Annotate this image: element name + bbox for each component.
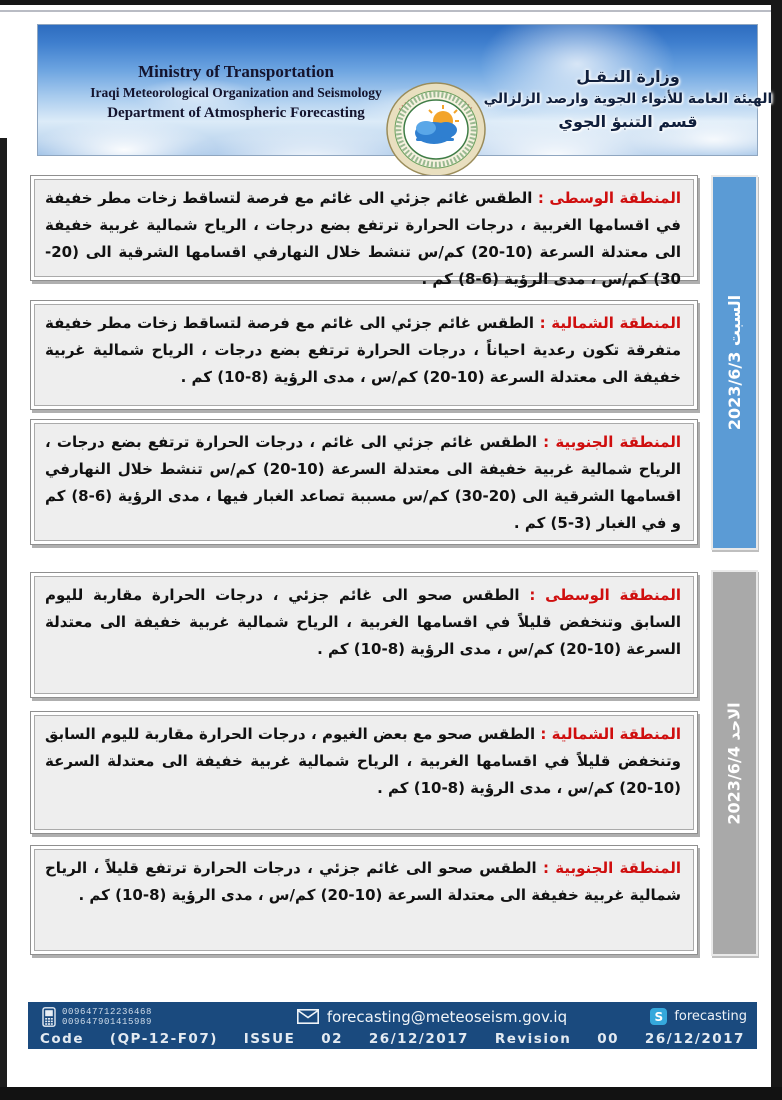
header-arabic-block (470, 65, 782, 133)
phone-number-1: 009647712236468 (62, 1006, 153, 1017)
forecast-text (45, 185, 681, 293)
day-label-saturday: السبت 2023/6/3 (725, 294, 745, 431)
scan-edge-top (0, 0, 782, 5)
revision-word: Revision (494, 1030, 572, 1047)
forecast-body: الطقس غائم جزئي الى غائم مع فرصة لتساقط زخات مطر خفيفة في اقسامها الغربية ، درجات الحرارة ترتفع بضع درجات ، الرياح شمالية غربية خفيفة الى معتدلة السرعة (10-20) كم/س تنشط خلال النهارفي اقسامها الشرقية الى (20-30) كم/س ، مدى الرؤية (6-8) كم . (45, 189, 681, 288)
department-title-ar: قسم التنبؤ الجوي (558, 112, 698, 131)
forecast-box-sun-southern (30, 845, 698, 955)
issue-word: ISSUE (243, 1030, 296, 1047)
region-title: المنطقة الشمالية : (539, 314, 681, 332)
skype-handle: forecasting (674, 1009, 747, 1024)
ministry-title-ar: وزارة النـقـل (576, 67, 680, 86)
issue-number: 02 (321, 1030, 344, 1047)
region-title: المنطقة الوسطى : (529, 586, 681, 604)
region-title: المنطقة الشمالية : (540, 725, 681, 743)
forecast-text (45, 582, 681, 663)
forecast-text (45, 310, 681, 391)
region-title: المنطقة الجنوبية : (543, 433, 681, 451)
code-id: (QP-12-F07) (109, 1030, 218, 1047)
skype-icon: S (650, 1008, 667, 1025)
day-bar-saturday (711, 175, 758, 550)
day-bar-sunday (711, 570, 758, 956)
forecast-text (45, 721, 681, 802)
forecast-box-sun-northern (30, 711, 698, 834)
department-title-en: Department of Atmospheric Forecasting (107, 105, 365, 121)
code-word: Code (40, 1030, 85, 1047)
footer-contacts-row (28, 1002, 757, 1029)
page-top-rule (0, 10, 771, 12)
forecast-box-sun-central (30, 572, 698, 698)
scan-edge-bottom (0, 1087, 782, 1100)
region-title: المنطقة الوسطى : (537, 189, 681, 207)
header-english-block (86, 61, 386, 124)
organization-title-ar: الهيئة العامة للأنواء الجوية وارصد الزلزالي (483, 91, 773, 107)
forecast-box-sat-northern (30, 300, 698, 410)
organization-logo-icon (386, 82, 486, 177)
phone-numbers (62, 1007, 152, 1027)
organization-title-en: Iraqi Meteorological Organization and Seismology (90, 85, 382, 100)
forecast-body: الطقس صحو الى غائم جزئي ، درجات الحرارة ترتفع قليلاً ، الرياح شمالية غربية خفيفة الى معتدلة السرعة (10-20) كم/س ، مدى الرؤية (8-10) كم . (45, 859, 681, 904)
forecast-text (45, 429, 681, 537)
scan-edge-left (0, 138, 7, 1100)
revision-number: 00 (597, 1030, 620, 1047)
footer-phone-block (42, 1007, 257, 1027)
forecast-box-sat-central (30, 175, 698, 288)
region-title: المنطقة الجنوبية : (542, 859, 681, 877)
forecast-body: الطقس صحو مع بعض الغيوم ، درجات الحرارة مقاربة لليوم السابق وتنخفض قليلاً في اقسامها الغربية ، الرياح شمالية غربية خفيفة الى معتدلة السرعة (10-20) كم/س ، مدى الرؤية (8-10) كم . (45, 725, 681, 797)
forecast-box-sat-southern (30, 419, 698, 545)
issue-date: 26/12/2017 (368, 1030, 469, 1047)
scan-edge-right (771, 0, 782, 1100)
forecast-text (45, 855, 681, 909)
ministry-title-en: Ministry of Transportation (138, 62, 334, 81)
footer-contact-bar (28, 1002, 757, 1049)
envelope-icon (297, 1009, 319, 1024)
forecast-body: الطقس غائم جزئي الى غائم مع فرصة لتساقط زخات مطر خفيفة متفرقة تكون رعدية احياناً ، درجات الحرارة ترتفع بضع درجات ، الرياح شمالية غربية خفيفة الى معتدلة السرعة (10-20) كم/س ، مدى الرؤية (8-10) كم . (45, 314, 681, 386)
email-address: forecasting@meteoseism.gov.iq (326, 1007, 568, 1026)
footer-skype-block (607, 1008, 747, 1025)
day-label-sunday: الاحد 2023/6/4 (725, 701, 745, 825)
forecast-body: الطقس غائم جزئي الى غائم ، درجات الحرارة ترتفع بضع درجات ، الرياح شمالية غربية خفيفة الى معتدلة السرعة (10-20) كم/س تنشط خلال النهارفي اقسامها الشرقية الى (20-30) كم/س مسببة تصاعد الغبار فيها ، مدى الرؤية (6-8) كم و في الغبار (3-5) كم . (45, 433, 681, 532)
footer-code-row (28, 1029, 757, 1048)
header-sky-banner (38, 25, 773, 155)
phone-icon (42, 1007, 56, 1027)
footer-email-block (257, 1008, 607, 1026)
forecast-body: الطقس صحو الى غائم جزئي ، درجات الحرارة مقاربة لليوم السابق وتنخفض قليلاً في اقسامها الغربية ، الرياح شمالية غربية خفيفة الى معتدلة السرعة (10-20) كم/س ، مدى الرؤية (8-10) كم . (45, 586, 681, 658)
phone-number-2: 009647901415989 (62, 1016, 153, 1027)
revision-date: 26/12/2017 (644, 1030, 745, 1047)
